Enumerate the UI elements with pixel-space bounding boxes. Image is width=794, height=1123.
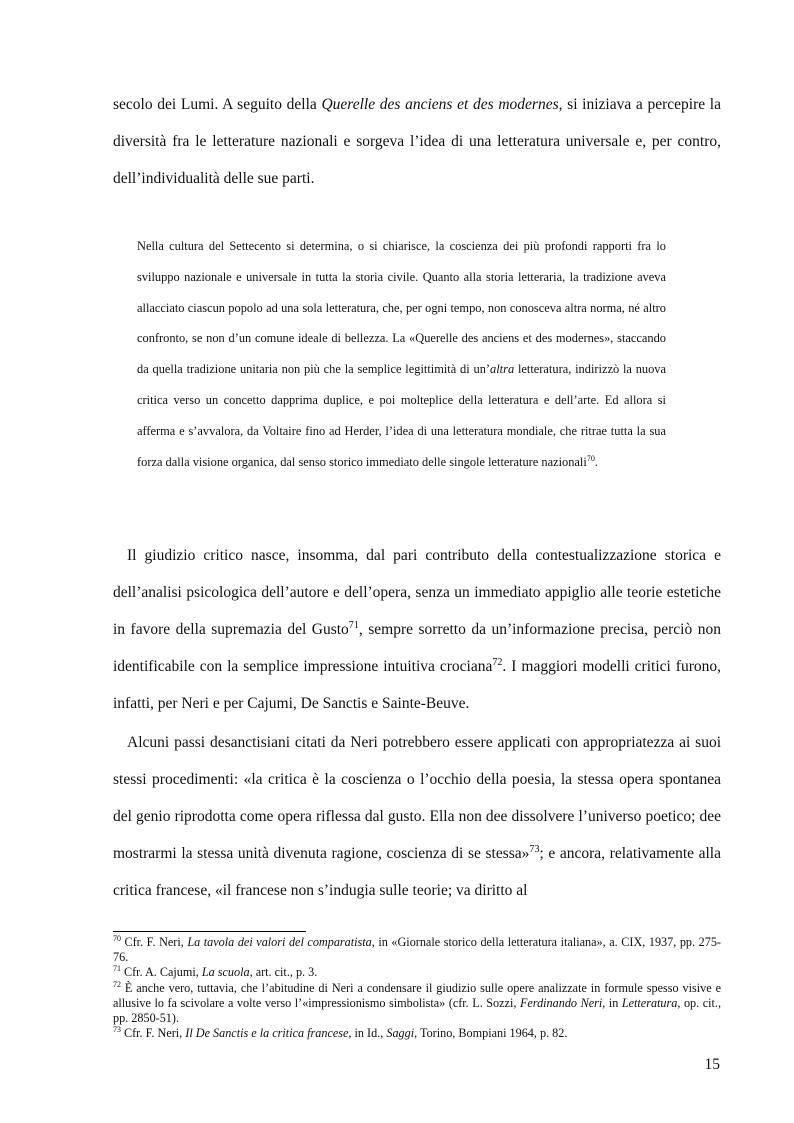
paragraph-3-text-end: ; e ancora, relativamente alla critica francese, «il francese non s’indugia sulle teorie; va diritto al <box>113 845 721 899</box>
paragraph-3 <box>113 724 721 909</box>
footnote-text-cont: , in Id., <box>348 1026 387 1041</box>
footnote-text: Cfr. F. Neri, <box>120 1026 186 1041</box>
footnote-text-end: , op. cit., pp. 2850-51). <box>113 995 721 1026</box>
footnote-ref-70[interactable]: 70 <box>586 453 595 463</box>
footnote-italic: Ferdinando Neri <box>519 995 603 1010</box>
footnote-italic: La tavola dei valori del comparatista <box>187 935 372 949</box>
footnote-italic: La scuola <box>201 965 250 980</box>
footnote-text: È anche vero, tuttavia, che l’abitudine di Neri a condensare il giudizio sulle opere analizzate in formule spesso visive e allusive lo fa scivolare a volte verso l’«impressionismo simbolista» (cfr. L. Sozzi, <box>113 980 721 1010</box>
paragraph-1-text: secolo dei Lumi. A seguito della <box>113 96 322 113</box>
footnote-number: 72 <box>113 979 121 989</box>
paragraph-3-text: Alcuni passi desanctisiani citati da Neri potrebbero essere applicati con appropriatezza ai suoi stessi procedimenti: «la critica è la coscienza o l’occhio della poesia, la stessa opera spontanea del genio riprodotta come opera riflessa dal gusto. Ella non dee dissolvere l’universo poetico; dee mostrarmi la stessa unità divenuta ragione, coscienza di se stessa» <box>113 734 721 862</box>
paragraph-2 <box>113 537 721 722</box>
paragraph-2-text-cont: , sempre sorretto da un’informazione precisa, perciò non identificabile con la semplice impressione intuitiva crociana <box>113 621 721 675</box>
footnote-ref-73[interactable]: 73 <box>529 843 540 855</box>
footnote-italic-2: Letteratura <box>621 995 678 1010</box>
footnote-text: Cfr. F. Neri, <box>120 935 188 949</box>
paragraph-1-text-end: , si iniziava a percepire la diversità fra le letterature nazionali e sorgeva l’idea di una letteratura universale e, per contro, dell’individualità delle sue parti. <box>113 96 721 187</box>
footnote-text-end: , Torino, Bompiani 1964, p. 82. <box>414 1026 568 1041</box>
footnote-73 <box>113 1026 721 1041</box>
footnote-italic: Il De Sanctis e la critica francese <box>185 1026 349 1041</box>
footnote-number: 70 <box>113 933 121 943</box>
footnote-text-end: , art. cit., p. 3. <box>249 965 318 980</box>
footnote-italic-2: Saggi <box>386 1026 415 1041</box>
footnote-71 <box>113 965 721 980</box>
footnote-text: Cfr. A. Cajumi, <box>120 965 202 980</box>
page-number: 15 <box>704 1056 720 1073</box>
paragraph-2-text: Il giudizio critico nasce, insomma, dal pari contributo della contestualizzazione storica e dell’analisi psicologica dell’autore e dell’opera, senza un immediato appiglio alle teorie estetiche in favore della supremazia del Gusto <box>113 547 721 638</box>
quote-text-cont: letteratura, indirizzò la nuova critica verso un concetto dapprima duplice, e poi molteplice della letteratura e dell’arte. Ed allora si afferma e s’avvalora, da Voltaire fino ad Herder, l’idea di una letteratura mondiale, che ritrae tutta la sua forza dalla visione organica, dal senso storico immediato delle singole letterature nazionali <box>137 362 667 469</box>
footnote-ref-71[interactable]: 71 <box>348 619 359 631</box>
footnote-divider <box>113 931 306 932</box>
footnote-number: 73 <box>113 1025 121 1035</box>
footnote-text-cont: , in <box>602 995 622 1010</box>
block-quote <box>137 231 666 477</box>
footnote-70 <box>113 935 721 965</box>
footnote-number: 71 <box>113 964 121 974</box>
footnote-ref-72[interactable]: 72 <box>492 656 503 668</box>
footnote-72 <box>113 981 721 1027</box>
quote-text: Nella cultura del Settecento si determina, o si chiarisce, la coscienza dei più profondi rapporti fra lo sviluppo nazionale e universale in tutta la storia civile. Quanto alla storia letteraria, la tradizione aveva allacciato ciascun popolo ad una sola letteratura, che, per ogni tempo, non conosceva altra norma, né altro confronto, se non d’un comune ideale di bellezza. La «Querelle des anciens et des modernes», staccando da quella tradizione unitaria non più che la semplice legittimità di un’ <box>137 239 666 377</box>
footnotes <box>113 935 721 1041</box>
paragraph-1-italic: Querelle des anciens et des modernes <box>321 96 559 113</box>
paragraph-1 <box>113 86 721 197</box>
paragraph-2-text-end: . I maggiori modelli critici furono, infatti, per Neri e per Cajumi, De Sanctis e Sainte-Beuve. <box>113 658 721 712</box>
quote-italic: altra <box>490 362 515 377</box>
footnote-text-end: , in «Giornale storico della letteratura italiana», a. CIX, 1937, pp. 275-76. <box>113 935 721 965</box>
quote-text-end: . <box>594 454 598 469</box>
